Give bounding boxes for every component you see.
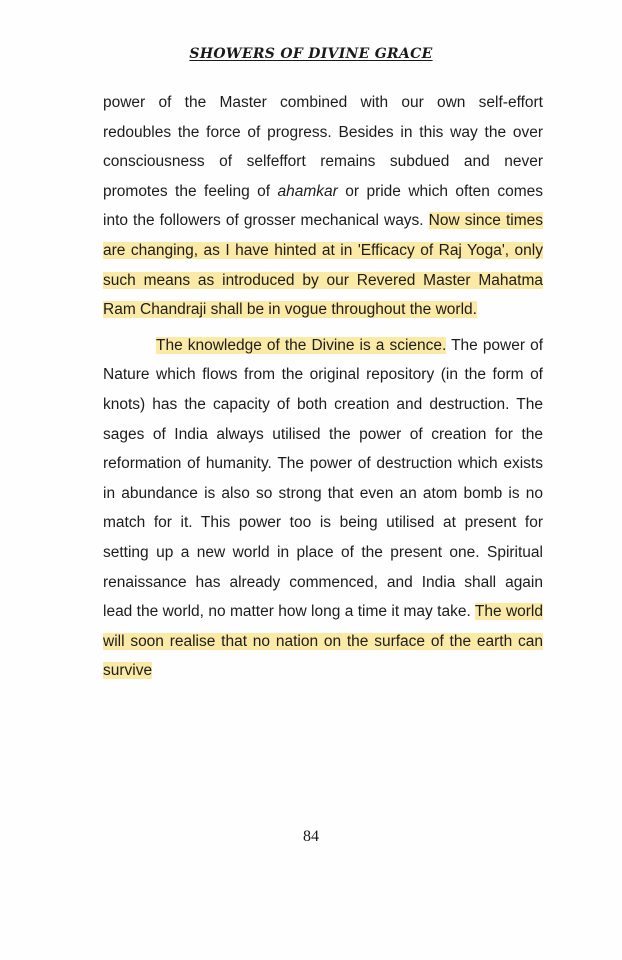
paragraph-1-highlight: Now since times are changing, as I have hinted at in 'Efficacy of Raj Yoga', only such means as introduced by our Revered Master Mahatma Ram Chandraji shall be in vogue throughout the world. bbox=[103, 212, 543, 319]
body-text bbox=[103, 88, 543, 686]
paragraph-2-highlight-b: The world will soon realise that no nation on the surface of the earth can survive bbox=[103, 603, 543, 680]
running-header: SHOWERS OF DIVINE GRACE bbox=[189, 46, 433, 62]
page-number: 84 bbox=[303, 828, 319, 845]
paragraph-1-text-b: or pride which often comes into the followers of grosser mechanical ways. bbox=[103, 182, 543, 230]
paragraph-2 bbox=[103, 331, 543, 686]
paragraph-1 bbox=[103, 88, 543, 325]
paragraph-2-highlight-a: The knowledge of the Divine is a science. bbox=[156, 336, 447, 354]
paragraph-1-text-a: power of the Master combined with our own self-effort redoubles the force of progress. Besides in this way the over consciousness of selfeffort remains subdued and never promotes the feeling of bbox=[103, 94, 543, 200]
paragraph-1-italic-term: ahamkar bbox=[277, 182, 338, 200]
paragraph-2-text: The power of Nature which flows from the original repository (in the form of knots) has the capacity of both creation and destruction. The sages of India always utilised the power of creation for the reformation of humanity. The power of destruction which exists in abundance is also so strong that even an atom bomb is no match for it. This power too is being utilised at present for setting up a new world in place of the present one. Spiritual renaissance has already commenced, and India shall again lead the world, no matter how long a time it may take. bbox=[103, 336, 543, 621]
